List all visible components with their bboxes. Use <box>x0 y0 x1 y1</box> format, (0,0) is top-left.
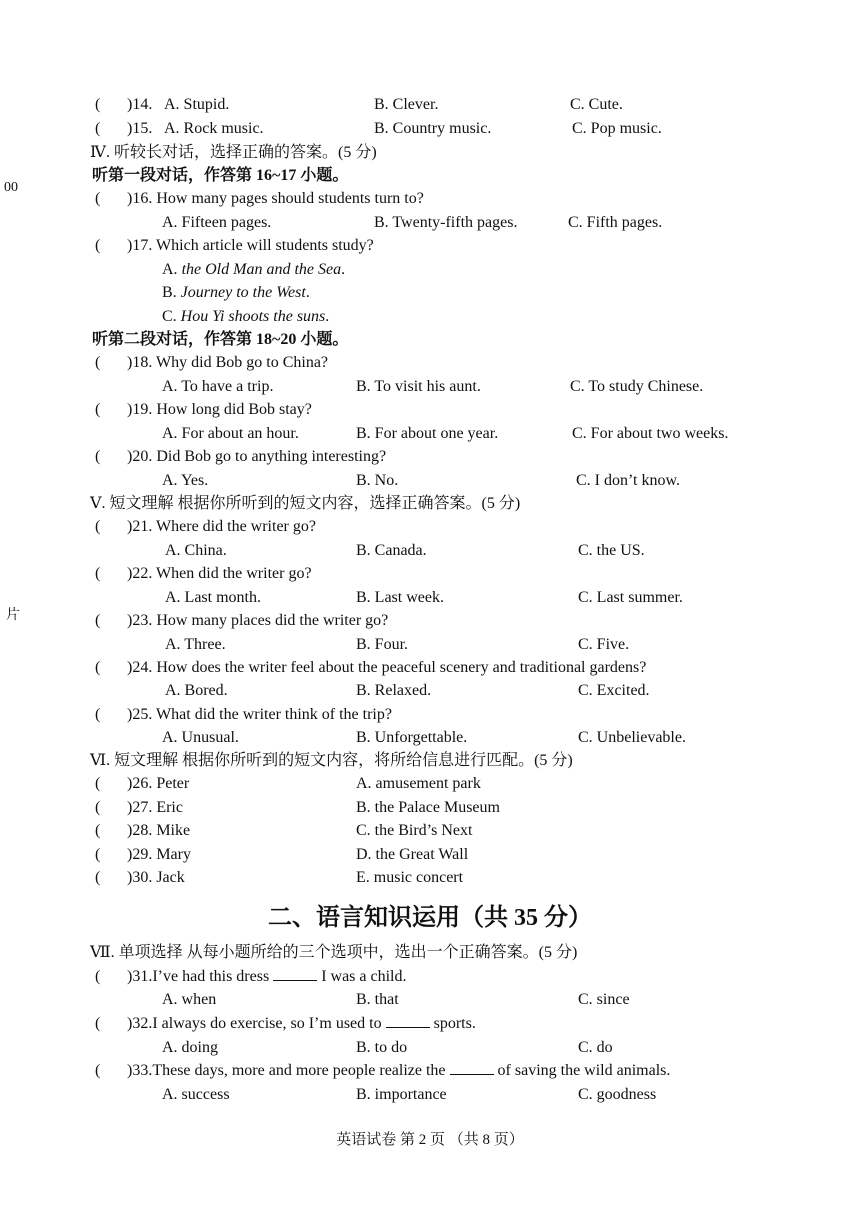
option-b: B. Canada. <box>356 542 427 559</box>
answer-paren: ( <box>95 968 101 985</box>
question-stem: )21. Where did the writer go? <box>127 518 316 535</box>
option-c: C. since <box>578 991 630 1008</box>
option-b: B. For about one year. <box>356 425 499 442</box>
option-b: B. Last week. <box>356 589 444 606</box>
match-option: E. music concert <box>356 869 464 886</box>
question-stem: )25. What did the writer think of the trip? <box>127 706 392 723</box>
answer-paren: ( <box>95 354 101 371</box>
option-b: B. to do <box>356 1039 408 1056</box>
option-b: B. Clever. <box>374 96 439 113</box>
answer-paren: ( <box>95 237 101 254</box>
answer-paren: ( <box>95 659 101 676</box>
option-a: A. doing <box>162 1039 218 1056</box>
question-stem: )32.I always do exercise, so I’m used to sports. <box>127 1015 476 1032</box>
option-c: C. goodness <box>578 1086 657 1103</box>
option-b: B. Twenty-fifth pages. <box>374 214 518 231</box>
match-option: D. the Great Wall <box>356 846 469 863</box>
option-b: B. Relaxed. <box>356 682 432 699</box>
option-c: C. the US. <box>578 542 645 559</box>
option-a: A. when <box>162 991 217 1008</box>
option-b: B. that <box>356 991 399 1008</box>
answer-paren: ( <box>95 1062 101 1079</box>
option-a: A. To have a trip. <box>162 378 274 395</box>
option-a: A. For about an hour. <box>162 425 299 442</box>
answer-blank <box>273 966 317 981</box>
option-a: A. Rock music. <box>164 120 264 137</box>
match-option: B. the Palace Museum <box>356 799 500 816</box>
answer-paren: ( <box>95 448 101 465</box>
option-c: C. Pop music. <box>572 120 662 137</box>
match-person: )30. Jack <box>127 869 185 886</box>
answer-paren: ( <box>95 822 101 839</box>
answer-paren: ( <box>95 869 101 886</box>
answer-blank <box>386 1013 430 1028</box>
question-stem: )22. When did the writer go? <box>127 565 312 582</box>
answer-paren: ( <box>95 190 101 207</box>
question-stem: )17. Which article will students study? <box>127 237 374 254</box>
option-a: A. China. <box>165 542 227 559</box>
match-option: C. the Bird’s Next <box>356 822 473 839</box>
option-a: A. Bored. <box>165 682 228 699</box>
option-a: A. Yes. <box>162 472 209 489</box>
part-2-title: 二、语言知识运用（共 35 分） <box>268 905 592 931</box>
margin-mark-side: 片 <box>6 608 20 623</box>
option-b: B. No. <box>356 472 399 489</box>
match-person: )26. Peter <box>127 775 190 792</box>
answer-paren: ( <box>95 799 101 816</box>
question-stem: )16. How many pages should students turn to? <box>127 190 424 207</box>
option-a: A. success <box>162 1086 230 1103</box>
answer-paren: ( <box>95 518 101 535</box>
answer-paren: ( <box>95 846 101 863</box>
question-stem: )24. How does the writer feel about the peaceful scenery and traditional gardens? <box>127 659 647 676</box>
question-stem: )31.I’ve had this dress I was a child. <box>127 968 407 985</box>
option-a: A. Fifteen pages. <box>162 214 272 231</box>
answer-paren: ( <box>95 565 101 582</box>
answer-paren: ( <box>95 775 101 792</box>
option-c: C. Fifth pages. <box>568 214 663 231</box>
question-number: )15. <box>127 120 153 137</box>
match-option: A. amusement park <box>356 775 481 792</box>
option-b: B. importance <box>356 1086 447 1103</box>
answer-paren: ( <box>95 706 101 723</box>
question-number: )14. <box>127 96 153 113</box>
question-stem: )23. How many places did the writer go? <box>127 612 389 629</box>
match-person: )27. Eric <box>127 799 183 816</box>
match-person: )28. Mike <box>127 822 191 839</box>
question-stem: )33.These days, more and more people realize the of saving the wild animals. <box>127 1062 671 1079</box>
option-b: B. To visit his aunt. <box>356 378 481 395</box>
page-footer: 英语试卷 第 2 页 （共 8 页） <box>336 1132 524 1148</box>
answer-paren: ( <box>95 401 101 418</box>
option-b: B. Country music. <box>374 120 492 137</box>
option-c: C. For about two weeks. <box>572 425 729 442</box>
margin-mark-top: 00 <box>4 180 18 195</box>
option-c: C. do <box>578 1039 613 1056</box>
answer-blank <box>450 1060 494 1075</box>
option-c: C. To study Chinese. <box>570 378 704 395</box>
option-a: A. Stupid. <box>164 96 230 113</box>
match-person: )29. Mary <box>127 846 191 863</box>
option-a: A. Three. <box>165 636 226 653</box>
option-c: C. Cute. <box>570 96 623 113</box>
answer-paren: ( <box>95 96 101 113</box>
option-c: C. Five. <box>578 636 630 653</box>
answer-paren: ( <box>95 120 101 137</box>
option-c: C. I don’t know. <box>576 472 680 489</box>
answer-paren: ( <box>95 612 101 629</box>
option-c: C. Unbelievable. <box>578 729 686 746</box>
question-stem: )19. How long did Bob stay? <box>127 401 312 418</box>
option-b: B. Unforgettable. <box>356 729 468 746</box>
option-c: C. Excited. <box>578 682 650 699</box>
answer-paren: ( <box>95 1015 101 1032</box>
option-b: B. Four. <box>356 636 409 653</box>
option-a: A. Last month. <box>165 589 261 606</box>
option-a: A. Unusual. <box>162 729 239 746</box>
question-stem: )18. Why did Bob go to China? <box>127 354 329 371</box>
option-c: C. Last summer. <box>578 589 683 606</box>
question-stem: )20. Did Bob go to anything interesting? <box>127 448 387 465</box>
